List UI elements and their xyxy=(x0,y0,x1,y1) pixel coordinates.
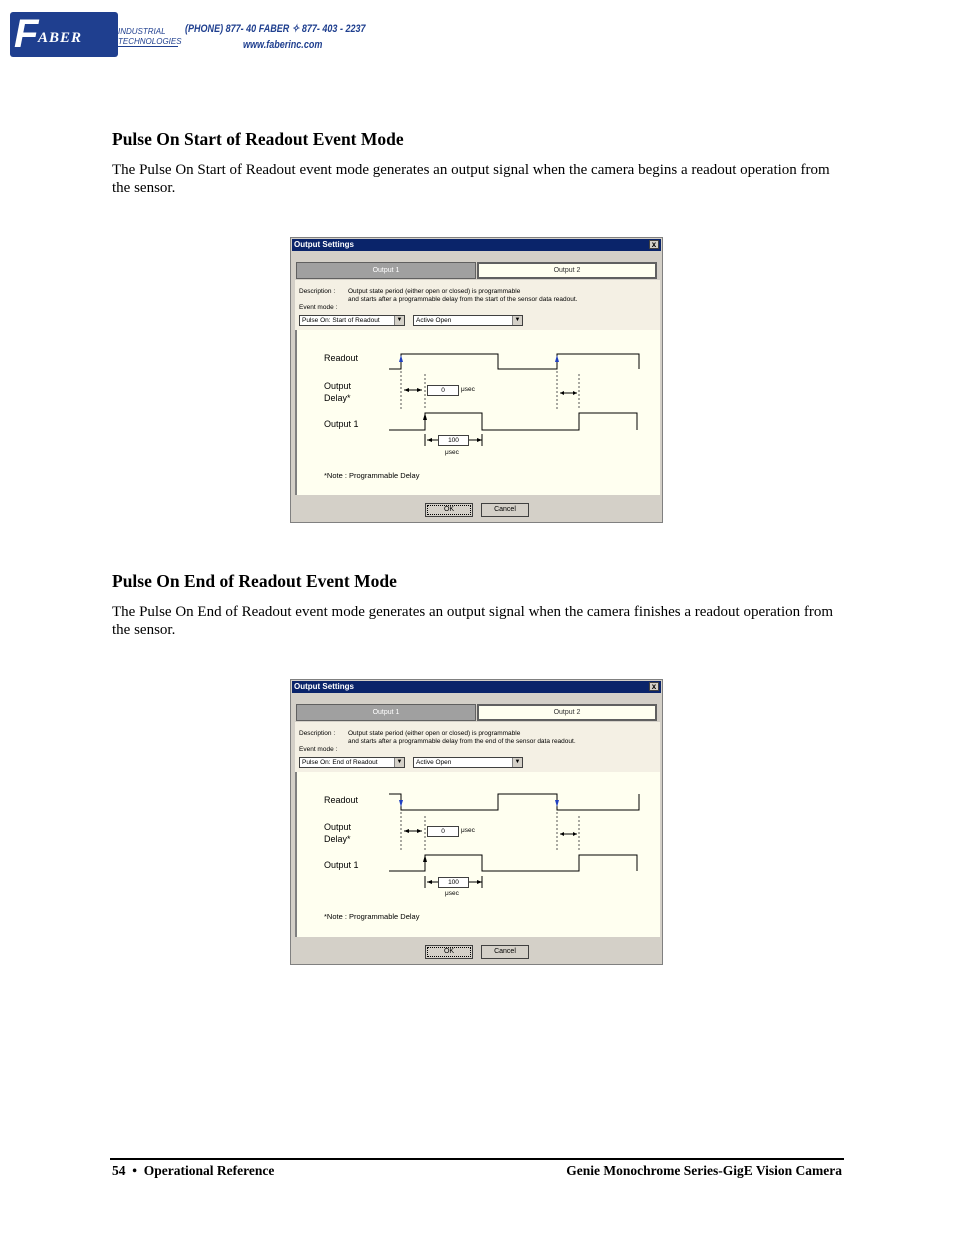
logo-technologies: TECHNOLOGIES xyxy=(118,37,182,46)
duration-unit: μsec xyxy=(445,890,459,897)
delay-unit: μsec xyxy=(461,386,475,393)
readout-label: Readout xyxy=(324,795,359,805)
chevron-down-icon[interactable]: ▼ xyxy=(512,316,522,325)
output-marker-icon xyxy=(423,413,427,420)
cancel-button[interactable]: Cancel xyxy=(481,945,529,959)
delay-input[interactable]: 0 xyxy=(427,826,459,837)
output-delay-label: Output Delay* xyxy=(324,381,352,403)
logo-letter: F xyxy=(14,12,39,56)
readout-marker-icon xyxy=(555,355,559,362)
tab-output-1[interactable]: Output 1 xyxy=(296,262,476,279)
readout-label: Readout xyxy=(324,353,359,363)
tab-output-2[interactable]: Output 2 xyxy=(477,262,657,279)
tab-output-1[interactable]: Output 1 xyxy=(296,704,476,721)
chevron-down-icon[interactable]: ▼ xyxy=(394,316,404,325)
description-line-1: Output state period (either open or closed) is programmable xyxy=(348,288,521,295)
polarity-value: Active Open xyxy=(416,759,452,766)
description-line-1: Output state period (either open or closed) is programmable xyxy=(348,730,521,737)
readout-marker-icon xyxy=(555,800,559,807)
readout-waveform xyxy=(389,354,639,369)
logo-industrial: INDUSTRIAL xyxy=(118,27,166,36)
output-settings-dialog xyxy=(290,679,663,965)
header-phone: (PHONE) 877- 40 FABER ✧ 877- 403 - 2237 xyxy=(185,23,366,35)
delay-input[interactable]: 0 xyxy=(427,385,459,396)
footer-page-section: 54 • Operational Reference xyxy=(112,1163,275,1178)
programmable-delay-note: *Note : Programmable Delay xyxy=(324,912,420,921)
duration-unit: μsec xyxy=(445,449,459,456)
section-heading: Pulse On Start of Readout Event Mode xyxy=(112,129,404,149)
logo-underline xyxy=(118,46,178,47)
section-paragraph: The Pulse On End of Readout event mode generates an output signal when the camera finishes a readout operation from the sensor. xyxy=(112,604,834,638)
output-delay-label: Output Delay* xyxy=(324,822,352,844)
event-mode-label: Event mode : xyxy=(299,746,338,753)
footer-product-title: Genie Monochrome Series-GigE Vision Camera xyxy=(566,1163,842,1178)
description-label: Description : xyxy=(299,730,336,737)
delay-unit: μsec xyxy=(461,827,475,834)
event-mode-value: Pulse On: Start of Readout xyxy=(302,317,380,324)
duration-input[interactable]: 100 xyxy=(438,877,469,888)
description-label: Description : xyxy=(299,288,336,295)
section-heading: Pulse On End of Readout Event Mode xyxy=(112,571,397,591)
cancel-button[interactable]: Cancel xyxy=(481,503,529,517)
output-1-label: Output 1 xyxy=(324,860,359,870)
close-icon[interactable]: x xyxy=(649,240,659,249)
footer-rule xyxy=(110,1158,844,1160)
polarity-value: Active Open xyxy=(416,317,452,324)
output-1-label: Output 1 xyxy=(324,419,359,429)
readout-marker-icon xyxy=(399,800,403,807)
logo-wordmark: ABER xyxy=(38,30,83,46)
output-waveform xyxy=(389,413,637,430)
event-mode-label: Event mode : xyxy=(299,304,338,311)
tab-output-2[interactable]: Output 2 xyxy=(477,704,657,721)
event-mode-value: Pulse On: End of Readout xyxy=(302,759,378,766)
output-settings-dialog xyxy=(290,237,663,523)
header-website[interactable]: www.faberinc.com xyxy=(243,39,323,51)
ok-button[interactable]: OK xyxy=(425,503,473,517)
close-icon[interactable]: x xyxy=(649,682,659,691)
duration-input[interactable]: 100 xyxy=(438,435,469,446)
chevron-down-icon[interactable]: ▼ xyxy=(512,758,522,767)
output-waveform xyxy=(389,855,637,871)
readout-waveform xyxy=(389,794,639,810)
dialog-title: Output Settings xyxy=(294,682,354,691)
section-paragraph: The Pulse On Start of Readout event mode generates an output signal when the camera begins a readout operation from the sensor. xyxy=(112,162,830,196)
chevron-down-icon[interactable]: ▼ xyxy=(394,758,404,767)
programmable-delay-note: *Note : Programmable Delay xyxy=(324,471,420,480)
ok-button[interactable]: OK xyxy=(425,945,473,959)
description-line-2: and starts after a programmable delay from the end of the sensor data readout. xyxy=(348,738,576,745)
readout-marker-icon xyxy=(399,355,403,362)
output-marker-icon xyxy=(423,855,427,862)
description-line-2: and starts after a programmable delay from the start of the sensor data readout. xyxy=(348,296,578,303)
dialog-title: Output Settings xyxy=(294,240,354,249)
